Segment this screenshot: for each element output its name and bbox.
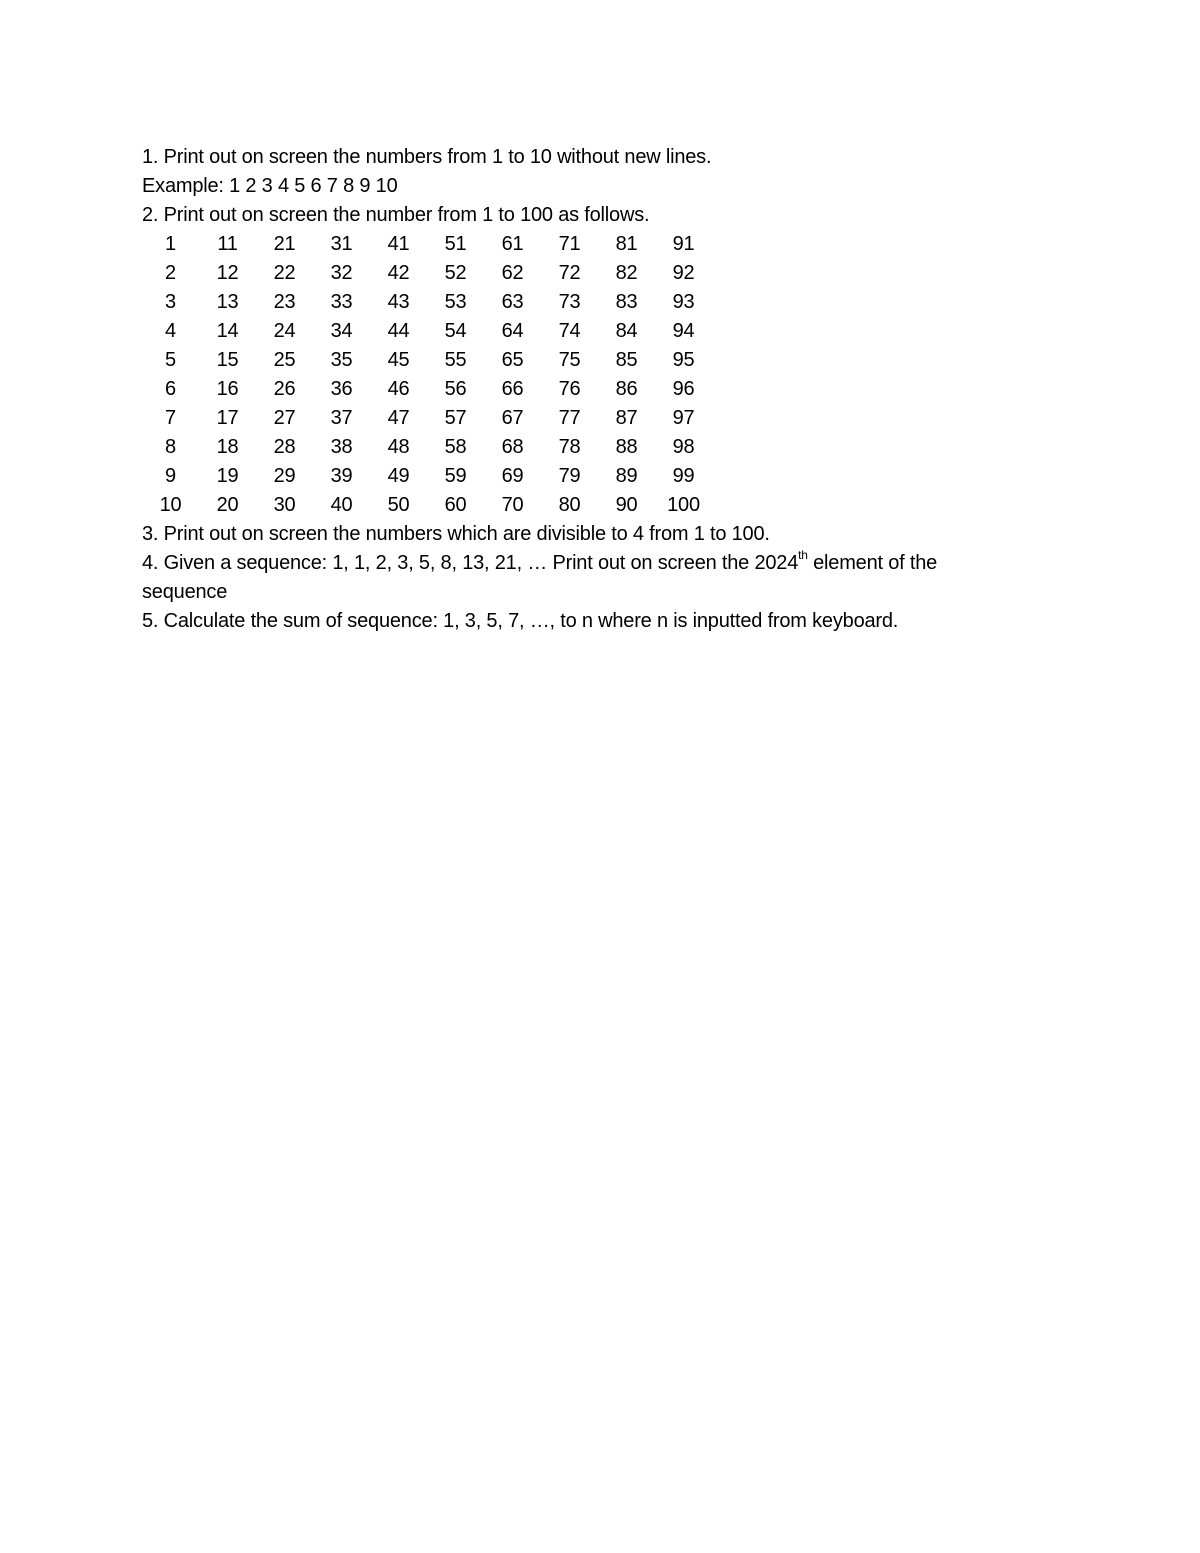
grid-number: 78 xyxy=(558,436,581,458)
grid-number: 27 xyxy=(273,407,296,429)
grid-number: 25 xyxy=(273,349,296,371)
grid-number: 29 xyxy=(273,465,296,487)
number-grid xyxy=(142,230,1042,520)
grid-number: 81 xyxy=(615,233,638,255)
grid-number: 47 xyxy=(387,407,410,429)
grid-number: 38 xyxy=(330,436,353,458)
grid-number: 53 xyxy=(444,291,467,313)
grid-number: 23 xyxy=(273,291,296,313)
grid-number: 44 xyxy=(387,320,410,342)
grid-number: 7 xyxy=(165,407,176,429)
grid-number: 42 xyxy=(387,262,410,284)
grid-number: 76 xyxy=(558,378,581,400)
grid-number: 96 xyxy=(672,378,695,400)
grid-number: 82 xyxy=(615,262,638,284)
grid-number: 3 xyxy=(165,291,176,313)
exercise-list xyxy=(142,143,1042,636)
grid-number: 74 xyxy=(558,320,581,342)
grid-number: 34 xyxy=(330,320,353,342)
question-1: 1. Print out on screen the numbers from 1 to 10 without new lines. xyxy=(142,146,712,168)
question-4-line-2: sequence xyxy=(142,581,228,603)
grid-number: 41 xyxy=(387,233,410,255)
grid-number: 49 xyxy=(387,465,410,487)
grid-number: 40 xyxy=(330,494,353,516)
grid-number: 11 xyxy=(217,233,238,255)
grid-number: 71 xyxy=(558,233,581,255)
grid-number: 12 xyxy=(216,262,239,284)
grid-number: 92 xyxy=(672,262,695,284)
grid-number: 64 xyxy=(501,320,524,342)
grid-number: 62 xyxy=(501,262,524,284)
grid-number: 70 xyxy=(501,494,524,516)
grid-number: 33 xyxy=(330,291,353,313)
grid-number: 4 xyxy=(165,320,176,342)
grid-number: 73 xyxy=(558,291,581,313)
grid-number: 97 xyxy=(672,407,695,429)
question-5: 5. Calculate the sum of sequence: 1, 3, 5, 7, …, to n where n is inputted from keyboard. xyxy=(142,610,899,632)
grid-number: 77 xyxy=(558,407,581,429)
question-2: 2. Print out on screen the number from 1 to 100 as follows. xyxy=(142,204,650,226)
grid-number: 61 xyxy=(501,233,524,255)
grid-number: 50 xyxy=(387,494,410,516)
grid-number: 60 xyxy=(444,494,467,516)
grid-number: 13 xyxy=(216,291,239,313)
question-4-superscript: th xyxy=(798,548,808,563)
grid-number: 15 xyxy=(216,349,239,371)
question-4-text: 4. Given a sequence: 1, 1, 2, 3, 5, 8, 13, 21, … Print out on screen the 2024 xyxy=(142,552,799,574)
grid-number: 19 xyxy=(216,465,239,487)
grid-number: 83 xyxy=(615,291,638,313)
grid-number: 32 xyxy=(330,262,353,284)
grid-number: 69 xyxy=(501,465,524,487)
grid-number: 98 xyxy=(672,436,695,458)
question-4 xyxy=(142,549,1042,578)
grid-number: 84 xyxy=(615,320,638,342)
grid-number: 100 xyxy=(667,494,700,516)
grid-number: 2 xyxy=(165,262,176,284)
grid-number: 72 xyxy=(558,262,581,284)
grid-number: 17 xyxy=(216,407,239,429)
grid-number: 87 xyxy=(615,407,638,429)
grid-number: 54 xyxy=(444,320,467,342)
grid-number: 66 xyxy=(501,378,524,400)
grid-number: 22 xyxy=(273,262,296,284)
grid-number: 14 xyxy=(216,320,239,342)
grid-number: 75 xyxy=(558,349,581,371)
grid-number: 43 xyxy=(387,291,410,313)
grid-number: 99 xyxy=(672,465,695,487)
grid-number: 91 xyxy=(672,233,695,255)
grid-number: 24 xyxy=(273,320,296,342)
question-1-example: Example: 1 2 3 4 5 6 7 8 9 10 xyxy=(142,175,398,197)
grid-number: 6 xyxy=(165,378,176,400)
question-4-text-end: element of the xyxy=(807,552,938,574)
grid-number: 9 xyxy=(165,465,176,487)
grid-number: 39 xyxy=(330,465,353,487)
grid-number: 45 xyxy=(387,349,410,371)
grid-number: 21 xyxy=(273,233,296,255)
grid-number: 5 xyxy=(165,349,176,371)
grid-number: 28 xyxy=(273,436,296,458)
grid-number: 58 xyxy=(444,436,467,458)
grid-number: 57 xyxy=(444,407,467,429)
grid-number: 52 xyxy=(444,262,467,284)
grid-number: 35 xyxy=(330,349,353,371)
question-3: 3. Print out on screen the numbers which are divisible to 4 from 1 to 100. xyxy=(142,523,770,545)
grid-number: 16 xyxy=(216,378,239,400)
grid-number: 36 xyxy=(330,378,353,400)
grid-number: 30 xyxy=(273,494,296,516)
grid-number: 86 xyxy=(615,378,638,400)
grid-number: 94 xyxy=(672,320,695,342)
grid-number: 65 xyxy=(501,349,524,371)
grid-number: 18 xyxy=(216,436,239,458)
grid-number: 1 xyxy=(165,233,176,255)
grid-number: 10 xyxy=(159,494,182,516)
grid-number: 48 xyxy=(387,436,410,458)
grid-number: 93 xyxy=(672,291,695,313)
grid-number: 80 xyxy=(558,494,581,516)
grid-number: 26 xyxy=(273,378,296,400)
grid-number: 51 xyxy=(444,233,467,255)
grid-number: 8 xyxy=(165,436,176,458)
grid-number: 46 xyxy=(387,378,410,400)
grid-number: 63 xyxy=(501,291,524,313)
grid-number: 90 xyxy=(615,494,638,516)
grid-number: 89 xyxy=(615,465,638,487)
grid-number: 79 xyxy=(558,465,581,487)
grid-number: 95 xyxy=(672,349,695,371)
grid-number: 67 xyxy=(501,407,524,429)
grid-number: 56 xyxy=(444,378,467,400)
grid-number: 20 xyxy=(216,494,239,516)
grid-number: 85 xyxy=(615,349,638,371)
grid-number: 31 xyxy=(330,233,353,255)
grid-number: 55 xyxy=(444,349,467,371)
grid-number: 59 xyxy=(444,465,467,487)
grid-number: 68 xyxy=(501,436,524,458)
grid-number: 88 xyxy=(615,436,638,458)
grid-number: 37 xyxy=(330,407,353,429)
